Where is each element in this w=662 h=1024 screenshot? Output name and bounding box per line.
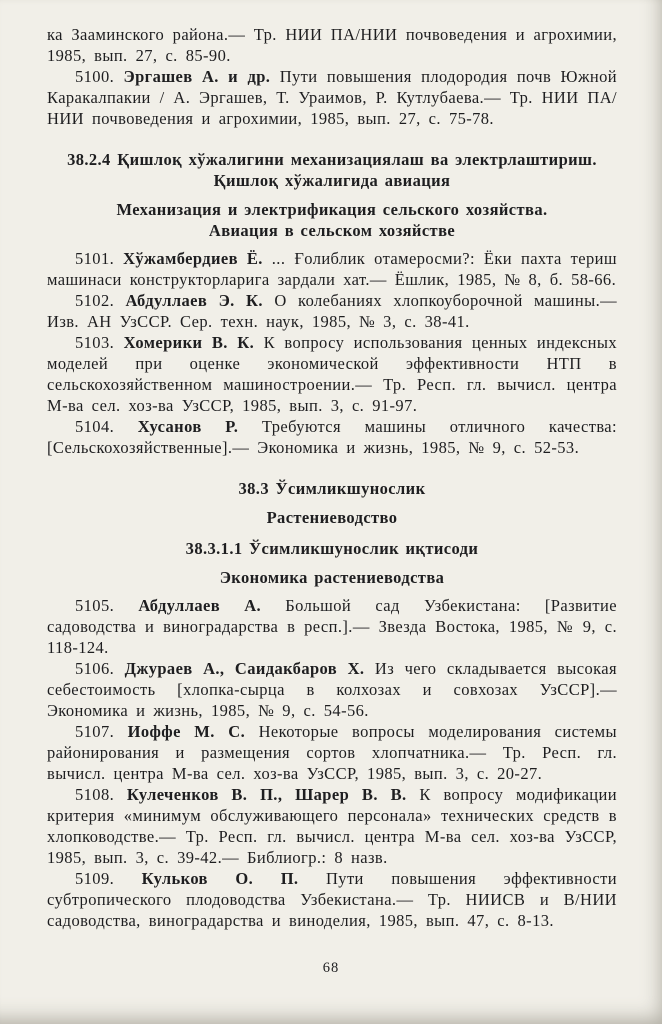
entry-text: Некоторые вопросы моделирования системы районирования и размещения сортов хлопчатника.— Тр. Респ. гл. вычисл. центра М-ва сел. хоз-ва УзССР, 1985, вып. 3, с. 20-27. [47, 722, 617, 783]
bib-entry-5103 [47, 332, 617, 416]
bib-entry-5102 [47, 290, 617, 332]
entry-author: Джураев А., Саидакбаров Х. [124, 659, 365, 678]
subsection-heading-economy-uz: 38.3.1.1 Ўсимликшунослик иқтисоди [185, 539, 479, 558]
entry-number: 5100. [75, 67, 115, 86]
section-heading-mech-ru-line1: Механизация и электрификация сельского хозяйства. [116, 200, 548, 219]
entry-number: 5102. [75, 291, 115, 310]
entry-text: ... Ғолиблик отамеросми?: Ёки пахта териш машинаси конструкторларига зардали хат.— Ёшлик, 1985, № 8, б. 58-66. [47, 249, 617, 289]
entry-author: Кульков О. П. [141, 869, 299, 888]
entry-text: Пути повышения плодородия почв Южной Каракалпакии / А. Эргашев, Т. Ураимов, Р. Кутлубаева.— Тр. НИИ ПА/НИИ почвоведения и агрохимии, 1985, вып. 27, с. 75-78. [47, 67, 618, 128]
entry-author: Абдуллаев Э. К. [125, 291, 263, 310]
entry-number: 5105. [75, 596, 115, 615]
entry-author: Иоффе М. С. [127, 722, 246, 741]
entry-author: Хусанов Р. [137, 417, 239, 436]
entry-author: Абдуллаев А. [138, 596, 262, 615]
entry-text: К вопросу использования ценных индексных моделей при оценке экономической эффективности НТП в сельскохозяйственном машиностроении.— Тр. Респ. гл. вычисл. центра М-ва сел. хоз-ва УзССР, 1985, вып. 3, с. 91-97. [47, 333, 617, 415]
entry-number: 5109. [75, 869, 115, 888]
section-heading-mech-uz-line2: Қишлоқ хўжалигида авиация [213, 171, 451, 190]
bib-entry-5105 [47, 595, 617, 658]
bib-entry-5109 [47, 868, 617, 931]
section-heading-mech-uz-line1: 38.2.4 Қишлоқ хўжалигини механизациялаш ва электрлаштириш. [67, 150, 597, 169]
page-number: 68 [322, 960, 340, 976]
section-heading-plant-uz: 38.3 Ўсимликшунослик [238, 479, 426, 498]
entry-number: 5104. [75, 417, 115, 436]
section-heading-mech-ru-line2: Авиация в сельском хозяйстве [208, 221, 456, 240]
entry-author: Кулеченков В. П., Шарер В. В. [126, 785, 407, 804]
entry-number: 5107. [75, 722, 115, 741]
entry-author: Хомерики В. К. [123, 333, 255, 352]
entry-author: Эргашев А. и др. [123, 67, 271, 86]
entry-number: 5108. [75, 785, 115, 804]
entry-author: Хўжамбердиев Ё. [123, 249, 263, 268]
bib-entry-5108 [47, 784, 617, 868]
entry-number: 5101. [75, 249, 115, 268]
bib-entry-5107 [47, 721, 617, 784]
entry-text: Большой сад Узбекистана: [Развитие садоводства и виноградарства в респ.].— Звезда Востока, 1985, № 9, с. 118-124. [47, 596, 617, 657]
entry-number: 5106. [75, 659, 115, 678]
bib-entry-5101 [47, 248, 617, 290]
bib-entry-5106 [47, 658, 617, 721]
entry-text: Пути повышения эффективности субтропического плодоводства Узбекистана.— Тр. НИИСВ и В/НИИ садоводства, виноградарства и виноделия, 1985, вып. 47, с. 8-13. [47, 869, 617, 930]
entry-text: О колебаниях хлопкоуборочной машины.— Изв. АН УзССР. Сер. техн. наук, 1985, № 3, с. 38-41. [47, 291, 617, 331]
entry-text: Из чего складывается высокая себестоимость [хлопка-сырца в колхозах и совхозах УзССР].— Экономика и жизнь, 1985, № 9, с. 54-56. [47, 659, 617, 720]
bib-entry-5100 [47, 66, 617, 129]
bib-entry-continuation: ка Зааминского района.— Тр. НИИ ПА/НИИ почвоведения и агрохимии, 1985, вып. 27, с. 85-90. [47, 25, 617, 65]
entry-number: 5103. [75, 333, 115, 352]
section-heading-plant-ru: Растениеводство [266, 508, 398, 527]
entry-text: К вопросу модификации критерия «минимум обслуживающего персонала» технических средств в хлопководстве.— Тр. Респ. гл. вычисл. центра М-ва сел. хоз-ва УзССР, 1985, вып. 3, с. 39-42.— Библиогр.: 8 назв. [47, 785, 618, 867]
bib-entry-5104 [47, 416, 617, 458]
entry-text: Требуются машины отличного качества: [Сельскохозяйственные].— Экономика и жизнь, 1985, № 9, с. 52-53. [47, 417, 618, 457]
subsection-heading-economy-ru: Экономика растениеводства [219, 568, 445, 587]
